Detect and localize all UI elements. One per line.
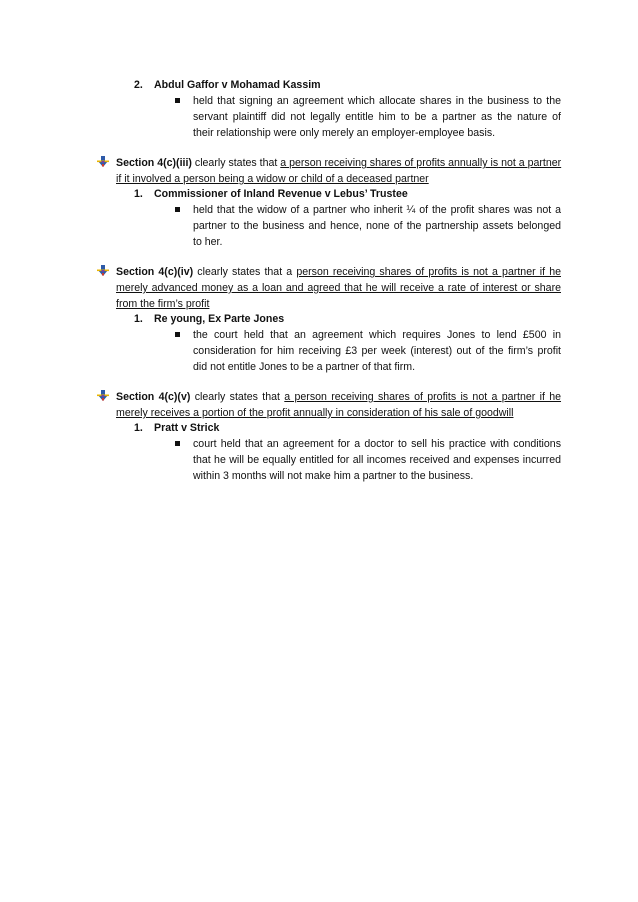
- case-number: 2.: [134, 79, 143, 91]
- case-title: Commissioner of Inland Revenue v Lebus’ Trustee: [154, 188, 408, 200]
- arrow-bullet-icon: [96, 155, 110, 169]
- case-text-line: to her.: [193, 236, 223, 248]
- case-title: Abdul Gaffor v Mohamad Kassim: [154, 79, 321, 91]
- section-heading: [116, 389, 561, 405]
- section-label: Section 4(c)(iv): [116, 266, 194, 278]
- case-text-line: their relationship were only merely an employer-employee basis.: [193, 127, 496, 139]
- case-text-line: held that signing an agreement which allocate shares in the business to the: [193, 95, 561, 107]
- case-text-line: held that the widow of a partner who inherit ¼ of the profit shares was not a: [193, 204, 561, 216]
- section-rule-underlined: a person receiving shares of profits annually is not a partner: [280, 157, 562, 169]
- section-rule-underlined: merely receives a portion of the profit annually in consideration of his sale of goodwill: [116, 407, 514, 419]
- section-intro: clearly states that: [194, 157, 278, 169]
- case-text-line: partner to the business and hence, none of the partnership assets belonged: [193, 220, 561, 232]
- bullet-icon: [175, 441, 180, 446]
- case-text-line: did not entitle Jones to be a partner of that firm.: [193, 361, 416, 373]
- bullet-icon: [175, 332, 180, 337]
- section-rule-underlined: a person receiving shares of profits is not a partner if he: [284, 391, 562, 403]
- case-text-line: servant plaintiff did not legally entitle him to be a partner as the nature of: [193, 111, 561, 123]
- case-number: 1.: [134, 422, 143, 434]
- case-number: 1.: [134, 188, 143, 200]
- case-text-line: court held that an agreement for a doctor to sell his practice with conditions: [193, 438, 561, 450]
- arrow-bullet-icon: [96, 264, 110, 278]
- section-heading: [116, 155, 561, 171]
- case-text-line: within 3 months will not make him a partner to the business.: [193, 470, 474, 482]
- case-text-line: consideration for him receiving £3 per week (interest) out of the firm’s profit: [193, 345, 561, 357]
- section-label: Section 4(c)(v): [116, 391, 191, 403]
- bullet-icon: [175, 98, 180, 103]
- bullet-icon: [175, 207, 180, 212]
- case-title: Pratt v Strick: [154, 422, 220, 434]
- case-text-line: the court held that an agreement which requires Jones to lend £500 in: [193, 329, 561, 341]
- section-rule-underlined: merely advanced money as a loan and agreed that he will receive a rate of interest or share: [116, 282, 561, 294]
- section-label: Section 4(c)(iii): [116, 157, 192, 169]
- section-rule-underlined: if it involved a person being a widow or child of a deceased partner: [116, 173, 429, 185]
- section-rule-underlined: from the firm’s profit: [116, 298, 210, 310]
- case-title: Re young, Ex Parte Jones: [154, 313, 285, 325]
- section-intro: clearly states that: [194, 391, 280, 403]
- case-number: 1.: [134, 313, 143, 325]
- section-heading: [116, 264, 561, 280]
- section-intro: clearly states that a: [197, 266, 293, 278]
- case-text-line: that he will be equally entitled for all incomes received and expenses incurred: [193, 454, 561, 466]
- section-rule-underlined: person receiving shares of profits is not a partner if he: [296, 266, 561, 278]
- arrow-bullet-icon: [96, 389, 110, 403]
